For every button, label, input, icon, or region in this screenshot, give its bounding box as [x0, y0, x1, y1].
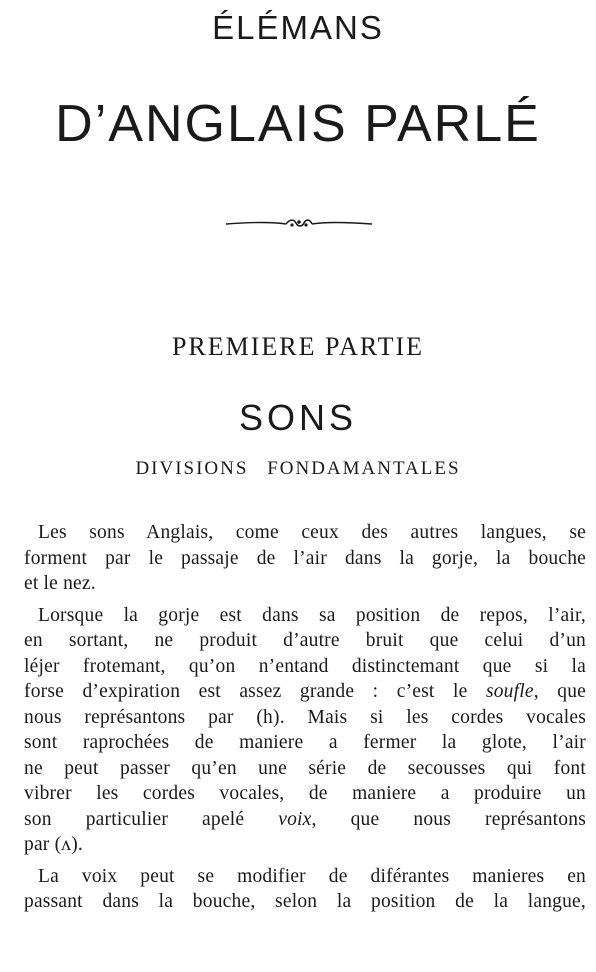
text-line	[24, 807, 586, 833]
text-line: forment par le passaje de l’air dans la gorje, la bouche	[24, 547, 586, 569]
text-line: ne peut passer qu’en une série de secousses qui font	[24, 757, 586, 779]
paragraph-2	[24, 603, 587, 858]
text-line: La voix peut se modifier de diférantes manieres en	[38, 865, 586, 887]
text-line: nous représantons par (h). Mais si les cordes vocales	[24, 706, 586, 728]
text-line: en sortant, ne produit d’autre bruit que celui d’un	[24, 630, 586, 651]
text-line: sont raprochées de maniere a fermer la glote, l’air	[24, 732, 586, 753]
book-title: D’ANGLAIS PARLÉ	[55, 95, 541, 153]
section-title: SONS	[238, 397, 358, 438]
text-line: léjer frotemant, qu’on n’entand distinctemant que si la	[24, 655, 586, 677]
text-line: Les sons Anglais, come ceux des autres langues, se	[38, 522, 586, 543]
title-top: ÉLÉMANS	[212, 9, 384, 46]
paragraph-3	[24, 864, 586, 915]
text-line: passant dans la bouche, selon la position de la langue,	[24, 891, 586, 912]
text-fragment: , que nous représantons	[311, 808, 586, 830]
paragraph-1	[24, 520, 586, 597]
text-fragment: son particulier apelé	[24, 808, 279, 830]
italic-term: voix	[278, 808, 312, 830]
text-fragment: forse d’expiration est assez grande : c’est le	[24, 681, 486, 702]
italic-term: soufle	[485, 681, 534, 702]
text-line	[24, 679, 586, 705]
text-line: vibrer les cordes vocales, de maniere a produire un	[24, 783, 586, 804]
text-line: Lorsque la gorje est dans sa position de repos, l’air,	[38, 604, 586, 626]
text-fragment: , que	[533, 681, 587, 702]
part-title: PREMIERE PARTIE	[171, 332, 425, 361]
subsection-title: DIVISIONS FONDAMANTALES	[135, 458, 461, 479]
text-line: et le nez.	[24, 573, 96, 594]
text-line: par (ʌ).	[24, 834, 83, 855]
body-text	[24, 520, 587, 921]
ornament-divider	[224, 218, 374, 230]
